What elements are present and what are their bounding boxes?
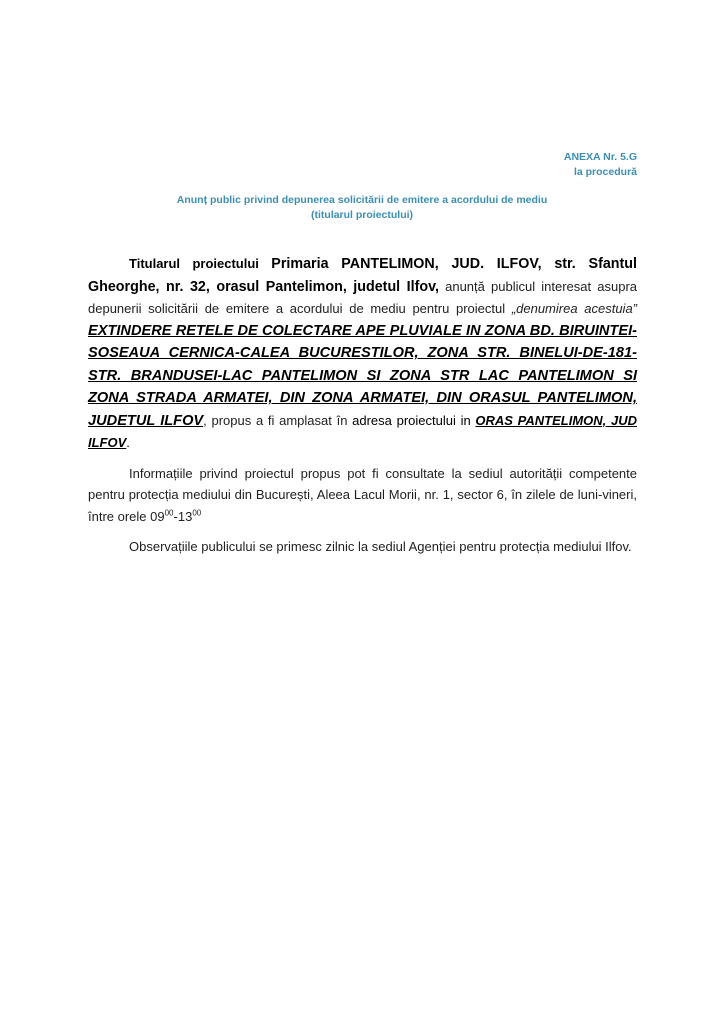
- hour-range-dash: -13: [173, 508, 193, 524]
- annex-header: [564, 150, 637, 180]
- hour-end-minutes: 00: [192, 508, 202, 518]
- owner-intro: Titularul proiectului: [129, 256, 272, 271]
- title-line-1: Anunț public privind depunerea solicitării de emitere a acordului de mediu: [176, 194, 548, 206]
- location-text: , propus a fi amplasat în: [203, 412, 353, 428]
- procedure-label: la procedură: [573, 166, 637, 178]
- project-label: „denumirea acestuia”: [511, 301, 637, 316]
- title-line-2: (titularul proiectului): [310, 209, 414, 221]
- project-location: ORAS PANTELIMON, JUD ILFOV: [88, 412, 637, 450]
- project-name: EXTINDERE RETELE DE COLECTARE APE PLUVIALE IN ZONA BD. BIRUINTEI-SOSEAUA CERNICA-CALEA BUCURESTILOR, ZONA STR. BINELUI-DE-181-STR. BRANDUSEI-LAC PANTELIMON SI ZONA STR LAC PANTELIMON SI ZONA STRADA ARMATEI, DIN ZONA ARMATEI, DIN ORASUL PANTELIMON, JUDETUL ILFOV: [88, 322, 637, 429]
- announcement-title: [88, 193, 636, 223]
- announce-text: anunță publicul interesat asupra depunerii solicitării de emitere a acordului de mediu pentru proiectul: [88, 278, 637, 316]
- address-label: adresa proiectului in: [352, 412, 476, 428]
- paragraph-observations: [88, 536, 637, 558]
- observations-text: Observațiile publicului se primesc zilnic la sediul Agenției pentru protecția mediului Ilfov.: [129, 539, 632, 554]
- paragraph-project-owner: [88, 253, 637, 454]
- paragraph-consultation: [88, 463, 637, 528]
- hour-start-minutes: 00: [164, 508, 174, 518]
- annex-label: ANEXA Nr. 5.G: [563, 151, 637, 163]
- consultation-text: Informațiile privind proiectul propus pot fi consultate la sediul autorității competente pentru protecția mediului din București, Aleea Lacul Morii, nr. 1, sector 6, în zilele de luni-vineri, între orele 09: [88, 465, 637, 524]
- sentence-end: .: [126, 435, 130, 450]
- project-owner: Primaria PANTELIMON, JUD. ILFOV, str. Sfantul Gheorghe, nr. 32, orasul Pantelimon, judetul Ilfov,: [88, 256, 637, 295]
- announcement-body: [88, 253, 637, 567]
